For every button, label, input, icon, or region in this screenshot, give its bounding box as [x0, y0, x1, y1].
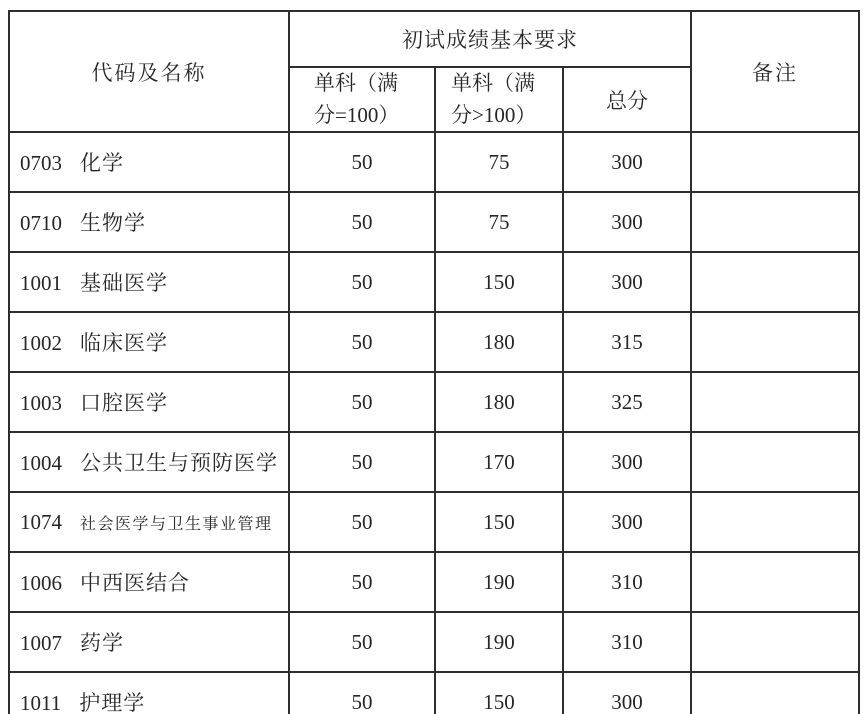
- cell-total: 315: [563, 312, 691, 372]
- cell-single-eq100: 50: [289, 192, 435, 252]
- cell-single-eq100: 50: [289, 432, 435, 492]
- subject-code: 1004: [20, 451, 62, 475]
- cell-code-name: [9, 552, 289, 612]
- cell-remarks: [691, 252, 859, 312]
- table-row: [9, 612, 859, 672]
- cell-remarks: [691, 312, 859, 372]
- cell-code-name: [9, 192, 289, 252]
- cell-single-gt100: 75: [435, 192, 563, 252]
- cell-single-eq100: 50: [289, 252, 435, 312]
- cell-remarks: [691, 192, 859, 252]
- cell-remarks: [691, 372, 859, 432]
- subject-name: 口腔医学: [80, 391, 168, 415]
- score-requirements-table: [8, 10, 860, 714]
- cell-single-gt100: 150: [435, 252, 563, 312]
- cell-single-gt100: 180: [435, 312, 563, 372]
- cell-total: 310: [563, 612, 691, 672]
- subject-name: 中西医结合: [80, 571, 190, 595]
- subject-name: 社会医学与卫生事业管理: [80, 515, 273, 533]
- cell-single-gt100: 180: [435, 372, 563, 432]
- subject-name: 公共卫生与预防医学: [80, 451, 278, 475]
- cell-remarks: [691, 492, 859, 552]
- table-row: [9, 432, 859, 492]
- column-header-remarks: 备注: [691, 11, 859, 132]
- cell-remarks: [691, 672, 859, 714]
- header-row-top: [9, 11, 859, 67]
- subject-code: 1001: [20, 271, 62, 295]
- cell-single-gt100: 75: [435, 132, 563, 192]
- cell-single-eq100: 50: [289, 612, 435, 672]
- cell-single-eq100: 50: [289, 672, 435, 714]
- table-row: [9, 552, 859, 612]
- cell-code-name: [9, 132, 289, 192]
- cell-remarks: [691, 552, 859, 612]
- cell-single-gt100: 170: [435, 432, 563, 492]
- cell-remarks: [691, 612, 859, 672]
- cell-remarks: [691, 132, 859, 192]
- table-row: [9, 312, 859, 372]
- cell-code-name: [9, 492, 289, 552]
- cell-remarks: [691, 432, 859, 492]
- column-header-code-name: 代码及名称: [9, 11, 289, 132]
- cell-code-name: [9, 612, 289, 672]
- cell-single-gt100: 150: [435, 492, 563, 552]
- column-header-single-subject-eq100: 单科（满分=100）: [289, 67, 435, 132]
- cell-total: 300: [563, 192, 691, 252]
- subject-name: 基础医学: [80, 271, 168, 295]
- subject-code: 1011: [20, 691, 62, 714]
- table-row: [9, 492, 859, 552]
- cell-single-eq100: 50: [289, 312, 435, 372]
- cell-single-eq100: 50: [289, 552, 435, 612]
- table-row: [9, 132, 859, 192]
- cell-total: 300: [563, 492, 691, 552]
- subject-name: 生物学: [80, 211, 146, 235]
- cell-single-eq100: 50: [289, 132, 435, 192]
- cell-single-eq100: 50: [289, 372, 435, 432]
- cell-code-name: [9, 372, 289, 432]
- table-row: [9, 192, 859, 252]
- subject-name: 护理学: [79, 691, 146, 714]
- table-row: [9, 252, 859, 312]
- cell-code-name: [9, 432, 289, 492]
- subject-name: 药学: [80, 631, 124, 655]
- cell-single-eq100: 50: [289, 492, 435, 552]
- cell-total: 300: [563, 432, 691, 492]
- subject-code: 1002: [20, 331, 62, 355]
- column-group-header-score-requirements: 初试成绩基本要求: [289, 11, 691, 67]
- cell-code-name: [9, 252, 289, 312]
- subject-code: 0703: [20, 151, 62, 175]
- cell-total: 325: [563, 372, 691, 432]
- subject-code: 0710: [20, 211, 62, 235]
- table-row: [9, 372, 859, 432]
- cell-single-gt100: 190: [435, 552, 563, 612]
- cell-single-gt100: 150: [435, 672, 563, 714]
- subject-code: 1007: [20, 631, 62, 655]
- subject-code: 1003: [20, 391, 62, 415]
- subject-code: 1074: [20, 509, 62, 534]
- subject-code: 1006: [20, 571, 62, 595]
- cell-total: 310: [563, 552, 691, 612]
- cell-code-name: [9, 672, 289, 714]
- column-header-total-score: 总分: [563, 67, 691, 132]
- cell-code-name: [9, 312, 289, 372]
- cell-single-gt100: 190: [435, 612, 563, 672]
- subject-name: 临床医学: [80, 331, 168, 355]
- cell-total: 300: [563, 132, 691, 192]
- column-header-single-subject-gt100: 单科（满分>100）: [435, 67, 563, 132]
- table-row: [9, 672, 859, 714]
- cell-total: 300: [563, 672, 691, 714]
- subject-name: 化学: [80, 151, 124, 175]
- cell-total: 300: [563, 252, 691, 312]
